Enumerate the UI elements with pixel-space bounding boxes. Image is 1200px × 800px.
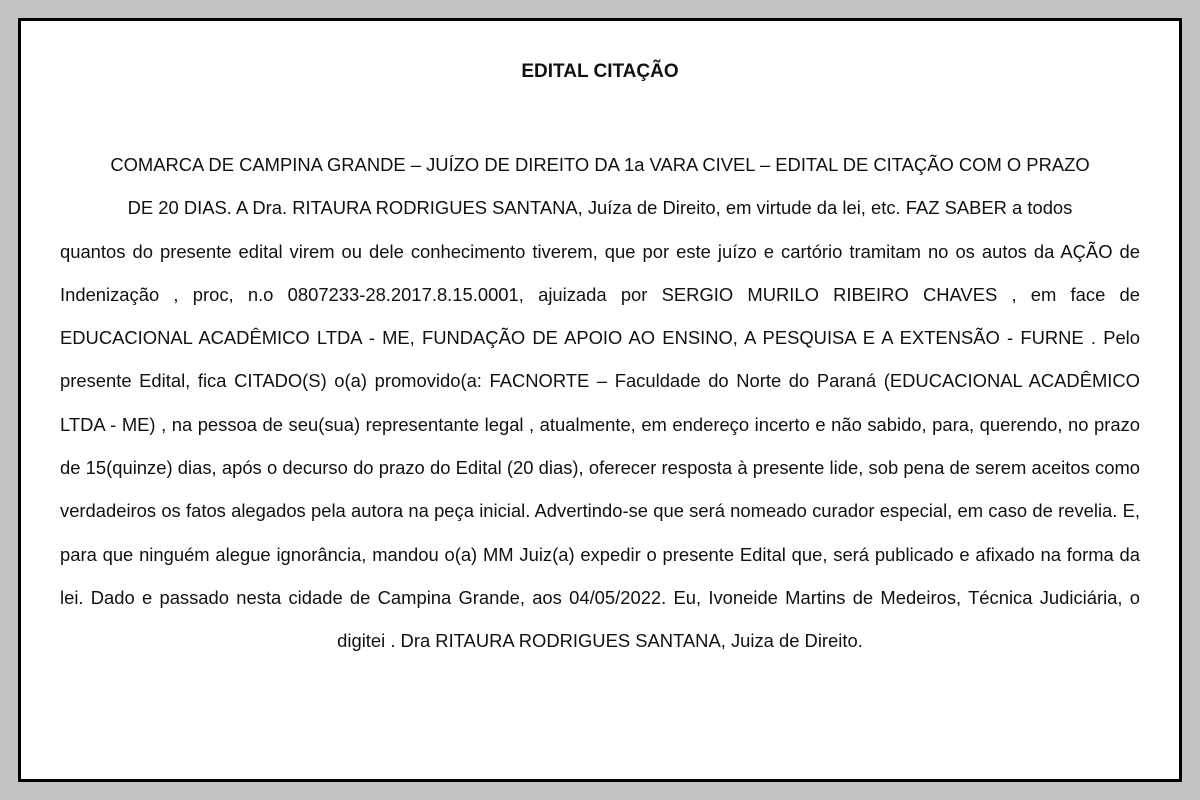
edital-page	[18, 18, 1182, 782]
body-paragraph: quantos do presente edital virem ou dele conhecimento tiverem, que por este juízo e cartório tramitam no os autos da AÇÃO de Indenização , proc, n.o 0807233-28.2017.8.15.0001, ajuizada por SERGIO MURILO RIBEIRO CHAVES , em face de EDUCACIONAL ACADÊMICO LTDA - ME, FUNDAÇÃO DE APOIO AO ENSINO, A PESQUISA E A EXTENSÃO - FURNE . Pelo presente Edital, fica CITADO(S) o(a) promovido(a: FACNORTE – Faculdade do Norte do Paraná (EDUCACIONAL ACADÊMICO LTDA - ME) , na pessoa de seu(sua) representante legal , atualmente, em endereço incerto e não sabido, para, querendo, no prazo de 15(quinze) dias, após o decurso do prazo do Edital (20 dias), oferecer resposta à presente lide, sob pena de serem aceitos como verdadeiros os fatos alegados pela autora na peça inicial. Advertindo-se que será nomeado curador especial, em caso de revelia. E, para que ninguém alegue ignorância, mandou o(a) MM Juiz(a) expedir o presente Edital que, será publicado e afixado na forma da lei. Dado e passado nesta cidade de Campina Grande, aos 04/05/2022. Eu, Ivoneide Martins de Medeiros, Técnica Judiciária, o digitei . Dra RITAURA RODRIGUES SANTANA, Juiza de Direito.	[60, 240, 1140, 652]
edital-body	[60, 143, 1140, 663]
edital-title: EDITAL CITAÇÃO	[521, 61, 679, 82]
body-line-2: DE 20 DIAS. A Dra. RITAURA RODRIGUES SANTANA, Juíza de Direito, em virtude da lei, etc. FAZ SABER a todos	[127, 197, 1073, 219]
body-line-1: COMARCA DE CAMPINA GRANDE – JUÍZO DE DIREITO DA 1a VARA CIVEL – EDITAL DE CITAÇÃO COM O PRAZO	[110, 154, 1090, 175]
